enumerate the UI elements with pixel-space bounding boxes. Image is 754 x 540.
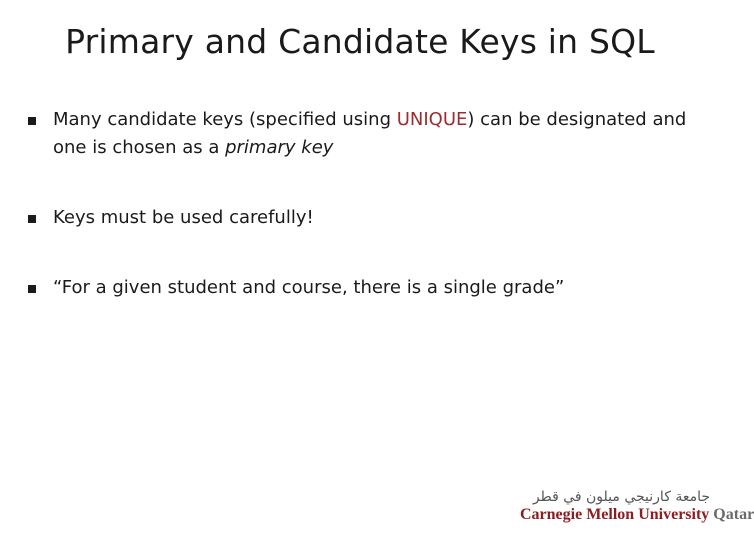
bullet-item <box>26 106 706 162</box>
square-bullet-icon <box>28 215 36 223</box>
bullet-item <box>26 274 706 302</box>
bullet-text-segment: Many candidate keys (specified using <box>53 109 397 130</box>
unique-keyword: UNIQUE <box>396 109 468 130</box>
logo-english-text <box>520 506 754 524</box>
logo-arabic-text: جامعة كارنيجي ميلون في قطر <box>532 489 710 505</box>
logo-qatar-text: Qatar <box>713 506 754 523</box>
bullet-text-segment: Keys must be used carefully! <box>53 207 314 228</box>
bullet-text-segment: “For a given student and course, there is a single grade” <box>53 277 565 298</box>
square-bullet-icon <box>28 285 36 293</box>
bullet-text-segment: ) can be designated and one is chosen as a <box>53 109 687 158</box>
cmu-qatar-logo <box>520 488 754 528</box>
primary-key-term: primary key <box>225 137 334 158</box>
bullet-list <box>26 106 706 302</box>
square-bullet-icon <box>28 117 36 125</box>
slide-title: Primary and Candidate Keys in SQL <box>65 22 655 61</box>
logo-university-name: Carnegie Mellon University <box>520 506 710 523</box>
bullet-item <box>26 204 706 232</box>
